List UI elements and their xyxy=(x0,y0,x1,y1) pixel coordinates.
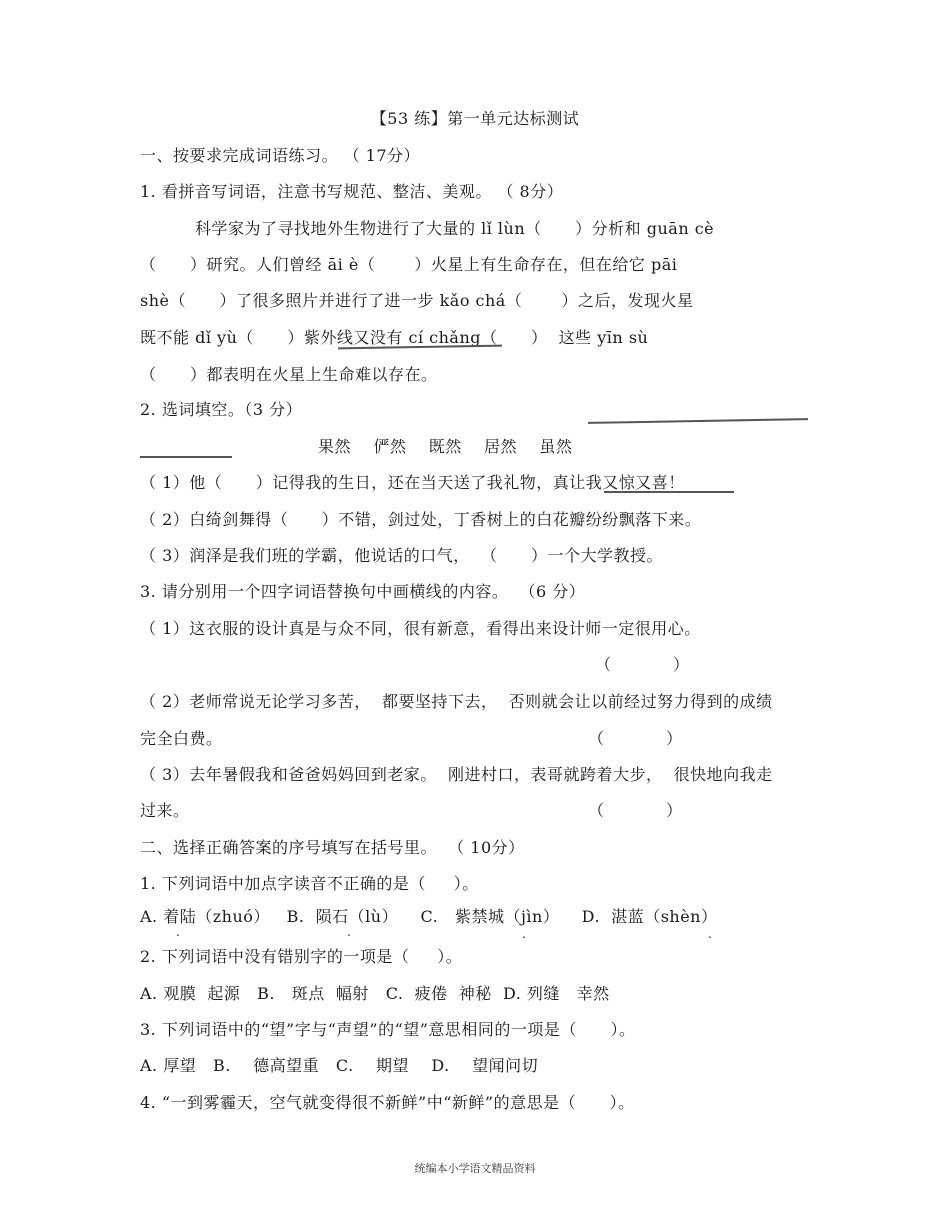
q2-item-3: （ 3）润泽是我们班的学霸，他说话的口气， （ ）一个大学教授。 xyxy=(140,546,663,565)
q3-item-2-cont: 完全白费。 xyxy=(140,729,223,748)
emphasis-dot: . xyxy=(522,927,526,941)
q3-heading: 3. 请分别用一个四字词语替换句中画横线的内容。 （6 分） xyxy=(140,582,586,601)
emphasis-dot: . xyxy=(708,927,712,941)
emphasis-dot: . xyxy=(176,925,180,939)
q2-options: 果然 俨然 既然 居然 虽然 xyxy=(318,437,573,456)
q3-item-3-cont: 过来。 xyxy=(140,801,190,820)
s2-q2-options: A. 观膜 起源 B. 斑点 幅射 C. 疲倦 神秘 D. 列缝 幸然 xyxy=(140,984,610,1003)
q3-blank-1: （ ） xyxy=(595,655,690,674)
q2-item-1: （ 1）他（ ）记得我的生日，还在当天送了我礼物，真让我又惊又喜！ xyxy=(140,473,685,492)
pen-stroke xyxy=(140,456,232,458)
pen-stroke xyxy=(588,418,808,424)
q1-line-4: 既不能 dǐ yù（ ）紫外线又没有 cí chǎng（ ） 这些 yīn sù xyxy=(140,328,649,347)
page-title: 【53 练】第一单元达标测试 xyxy=(370,109,580,128)
s2-q2-heading: 2. 下列词语中没有错别字的一项是（ ）。 xyxy=(140,947,463,966)
s2-q4-heading: 4. “一到雾霾天，空气就变得很不新鲜”中“新鲜”的意思是（ ）。 xyxy=(140,1093,635,1112)
pen-stroke xyxy=(604,491,734,493)
q3-item-3: （ 3）去年暑假我和爸爸妈妈回到老家。 刚进村口，表哥就跨着大步， 很快地向我走 xyxy=(140,765,773,784)
q2-heading: 2. 选词填空。（3 分） xyxy=(140,400,303,419)
q2-item-2: （ 2）白绮剑舞得（ ）不错，剑过处，丁香树上的白花瓣纷纷飘落下来。 xyxy=(140,510,702,529)
q1-line-5: （ ）都表明在火星上生命难以存在。 xyxy=(140,365,438,384)
q1-line-1: 科学家为了寻找地外生物进行了大量的 lǐ lùn（ ）分析和 guān cè xyxy=(195,219,715,238)
q1-heading: 1. 看拼音写词语，注意书写规范、整洁、美观。 （ 8分） xyxy=(140,182,564,201)
section2-heading: 二、选择正确答案的序号填写在括号里。 （ 10分） xyxy=(140,838,525,857)
q3-item-1: （ 1）这衣服的设计真是与众不同，很有新意，看得出来设计师一定很用心。 xyxy=(140,619,701,638)
q1-line-3: shè（ ）了很多照片并进行了进一步 kǎo chá（ ）之后，发现火星 xyxy=(140,291,694,310)
q1-line-2: （ ）研究。人们曾经 āi è（ ）火星上有生命存在，但在给它 pāi xyxy=(140,255,678,274)
s2-q3-heading: 3. 下列词语中的“望”字与“声望”的“望”意思相同的一项是（ ）。 xyxy=(140,1020,636,1039)
s2-q1-options: A. 着陆（zhuó） B. 陨石（lù） C. 紫禁城（jìn） D. 湛蓝（shèn） xyxy=(140,907,718,926)
q3-item-2: （ 2）老师常说无论学习多苦， 都要坚持下去， 否则就会让以前经过努力得到的成绩 xyxy=(140,692,773,711)
page-footer: 统编本小学语文精品资料 xyxy=(414,1162,536,1175)
emphasis-dot: . xyxy=(347,925,351,939)
q3-blank-2: （ ） xyxy=(588,729,683,748)
section1-heading: 一、按要求完成词语练习。 （ 17分） xyxy=(140,146,421,165)
s2-q3-options: A. 厚望 B. 德高望重 C. 期望 D. 望闻问切 xyxy=(140,1056,539,1075)
q3-blank-3: （ ） xyxy=(588,801,683,820)
s2-q1-heading: 1. 下列词语中加点字读音不正确的是（ ）。 xyxy=(140,874,479,893)
